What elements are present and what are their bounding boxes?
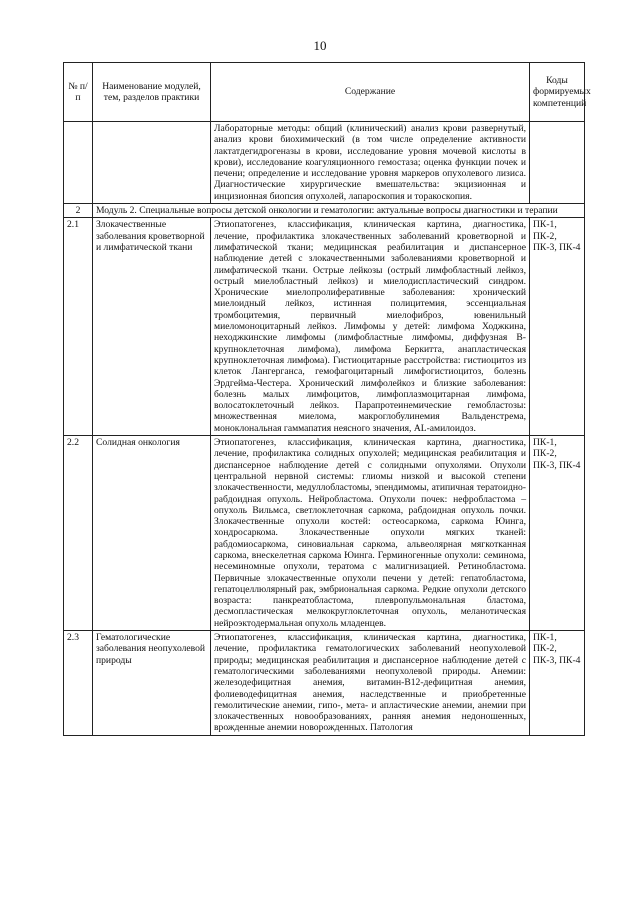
row-content: Этиопатогенез, классификация, клиническая картина, диагностика, лечение, профилактика злокачественных заболеваний кроветворной и лимфатической ткани; медицинская реабилитация и диспансерное наблюдение детей с злокачественными заболеваниями кроветворной и лимфатической ткани. Острые лейкозы (острый лимфобластный лейкоз, острый миелобластный лейкоз) и миелодиспластический синдром. Хронические миелопролиферативные заболевания: хронический миелоидный лейкоз, истинная полицитемия, эссенциальная тромбоцитемия, первичный миелофиброз, ювенильный миеломоноцитарный лейкоз. Лимфомы у детей: лимфома Ходжкина, неходжкинские лимфомы (лимфобластные лимфомы, диффузная B-крупноклеточная лимфома), лимфома Беркитта, анапластическая крупноклеточная лимфома). Гистиоцитарные расстройства: гистиоцитоз из клеток Лангерганса, гемофагоцитарный лимфогистиоцитоз, болезнь Эрдгейма-Честера. Хронический лимфолейкоз и близкие заболевания: болезнь малых лимфоцитов, лимфоплазмоцитарная лимфома, волосатоклеточный лейкоз. Парапротеинемические гемобластозы: множественная миелома, макроглобулинемия Вальденстрема, моноклональная гаммапатия неясного значения, AL-амилоидоз. (211, 218, 530, 436)
row-content: Этиопатогенез, классификация, клиническая картина, диагностика, лечение, профилактика солидных опухолей; медицинская реабилитация и диспансерное наблюдение детей с солидными опухолями. Опухоли центральной нервной системы: глиомы низкой и высокой степени злокачественности, медуллобластомы, эпендимомы, атипичная тератоидно-рабдоидная опухоль. Нейробластома. Опухоли почек: нефробластома – опухоль Вильмса, светлоклеточная саркома, рабдоидная опухоль почки. Злокачественные опухоли костей: остеосаркома, саркома Юинга, хондросаркома. Злокачественные опухоли мягких тканей: рабдомиосаркома, синовиальная саркома, альвеолярная мягкотканная саркома, внескелетная саркома Юинга. Герминогенные опухоли: семинома, несеминомные опухоли, тератома с малигнизацией. Ретинобластома. Первичные злокачественные опухоли печени у детей: гепатобластома, гепатоцеллюлярный рак, эмбриональная саркома. Редкие опухоли детского возраста: панкреатобластома, плевропульмональная бластома, десмопластическая мелкокруглоклеточная опухоль, меланотическая нейроэктодермальная опухоль младенцев. (211, 436, 530, 631)
curriculum-table (63, 62, 591, 736)
row-name (93, 122, 211, 204)
row-codes: ПК-1, ПК-2, ПК-3, ПК-4 (530, 436, 585, 631)
module-num: 2 (64, 204, 93, 218)
table-header-row (64, 63, 585, 122)
table-row (64, 631, 585, 736)
row-name: Солидная онкология (93, 436, 211, 631)
header-num: № п/п (64, 63, 93, 122)
row-content: Этиопатогенез, классификация, клиническая картина, диагностика, лечение, профилактика гематологических заболеваний неопухолевой природы; медицинская реабилитация и диспансерное наблюдение детей с гематологическими заболеваниями неопухолевой природы. Анемии: железодефицитная анемия, витамин-B12-дефицитная анемия, фолиеводефицитная анемия, наследственные и приобретенные гемолитические анемии, гипо-, мета- и апластические анемии, анемии при злокачественных новообразованиях, ранняя анемия недоношенных, врожденные анемии новорожденных. Патология (211, 631, 530, 736)
module-row (64, 204, 585, 218)
row-content: Лабораторные методы: общий (клинический) анализ крови развернутый, анализ крови биохимический (в том числе определение активности лактатдегидрогеназы в крови, исследование уровня мочевой кислоты в крови), исследование коагуляционного гемостаза; оценка функции почек и печени; определение и исследование уровня маркеров опухолевого лизиса. Диагностические хирургические вмешательства: экцизионная и инцизионная биопсия опухолей, лапароскопия и торакоскопия. (211, 122, 530, 204)
row-codes (530, 122, 585, 204)
row-codes: ПК-1, ПК-2, ПК-3, ПК-4 (530, 631, 585, 736)
header-codes: Коды формируемых компетенций (530, 63, 585, 122)
row-num: 2.1 (64, 218, 93, 436)
table-row (64, 436, 585, 631)
module-title: Модуль 2. Специальные вопросы детской онкологии и гематологии: актуальные вопросы диагностики и терапии (93, 204, 585, 218)
header-content: Содержание (211, 63, 530, 122)
row-name: Гематологические заболевания неопухолевой природы (93, 631, 211, 736)
row-num: 2.3 (64, 631, 93, 736)
row-codes: ПК-1, ПК-2, ПК-3, ПК-4 (530, 218, 585, 436)
row-num (64, 122, 93, 204)
table-row (64, 218, 585, 436)
header-name: Наименование модулей, тем, разделов практики (93, 63, 211, 122)
row-num: 2.2 (64, 436, 93, 631)
row-name: Злокачественные заболевания кроветворной и лимфатической ткани (93, 218, 211, 436)
page-number: 10 (313, 38, 327, 53)
table-row (64, 122, 585, 204)
